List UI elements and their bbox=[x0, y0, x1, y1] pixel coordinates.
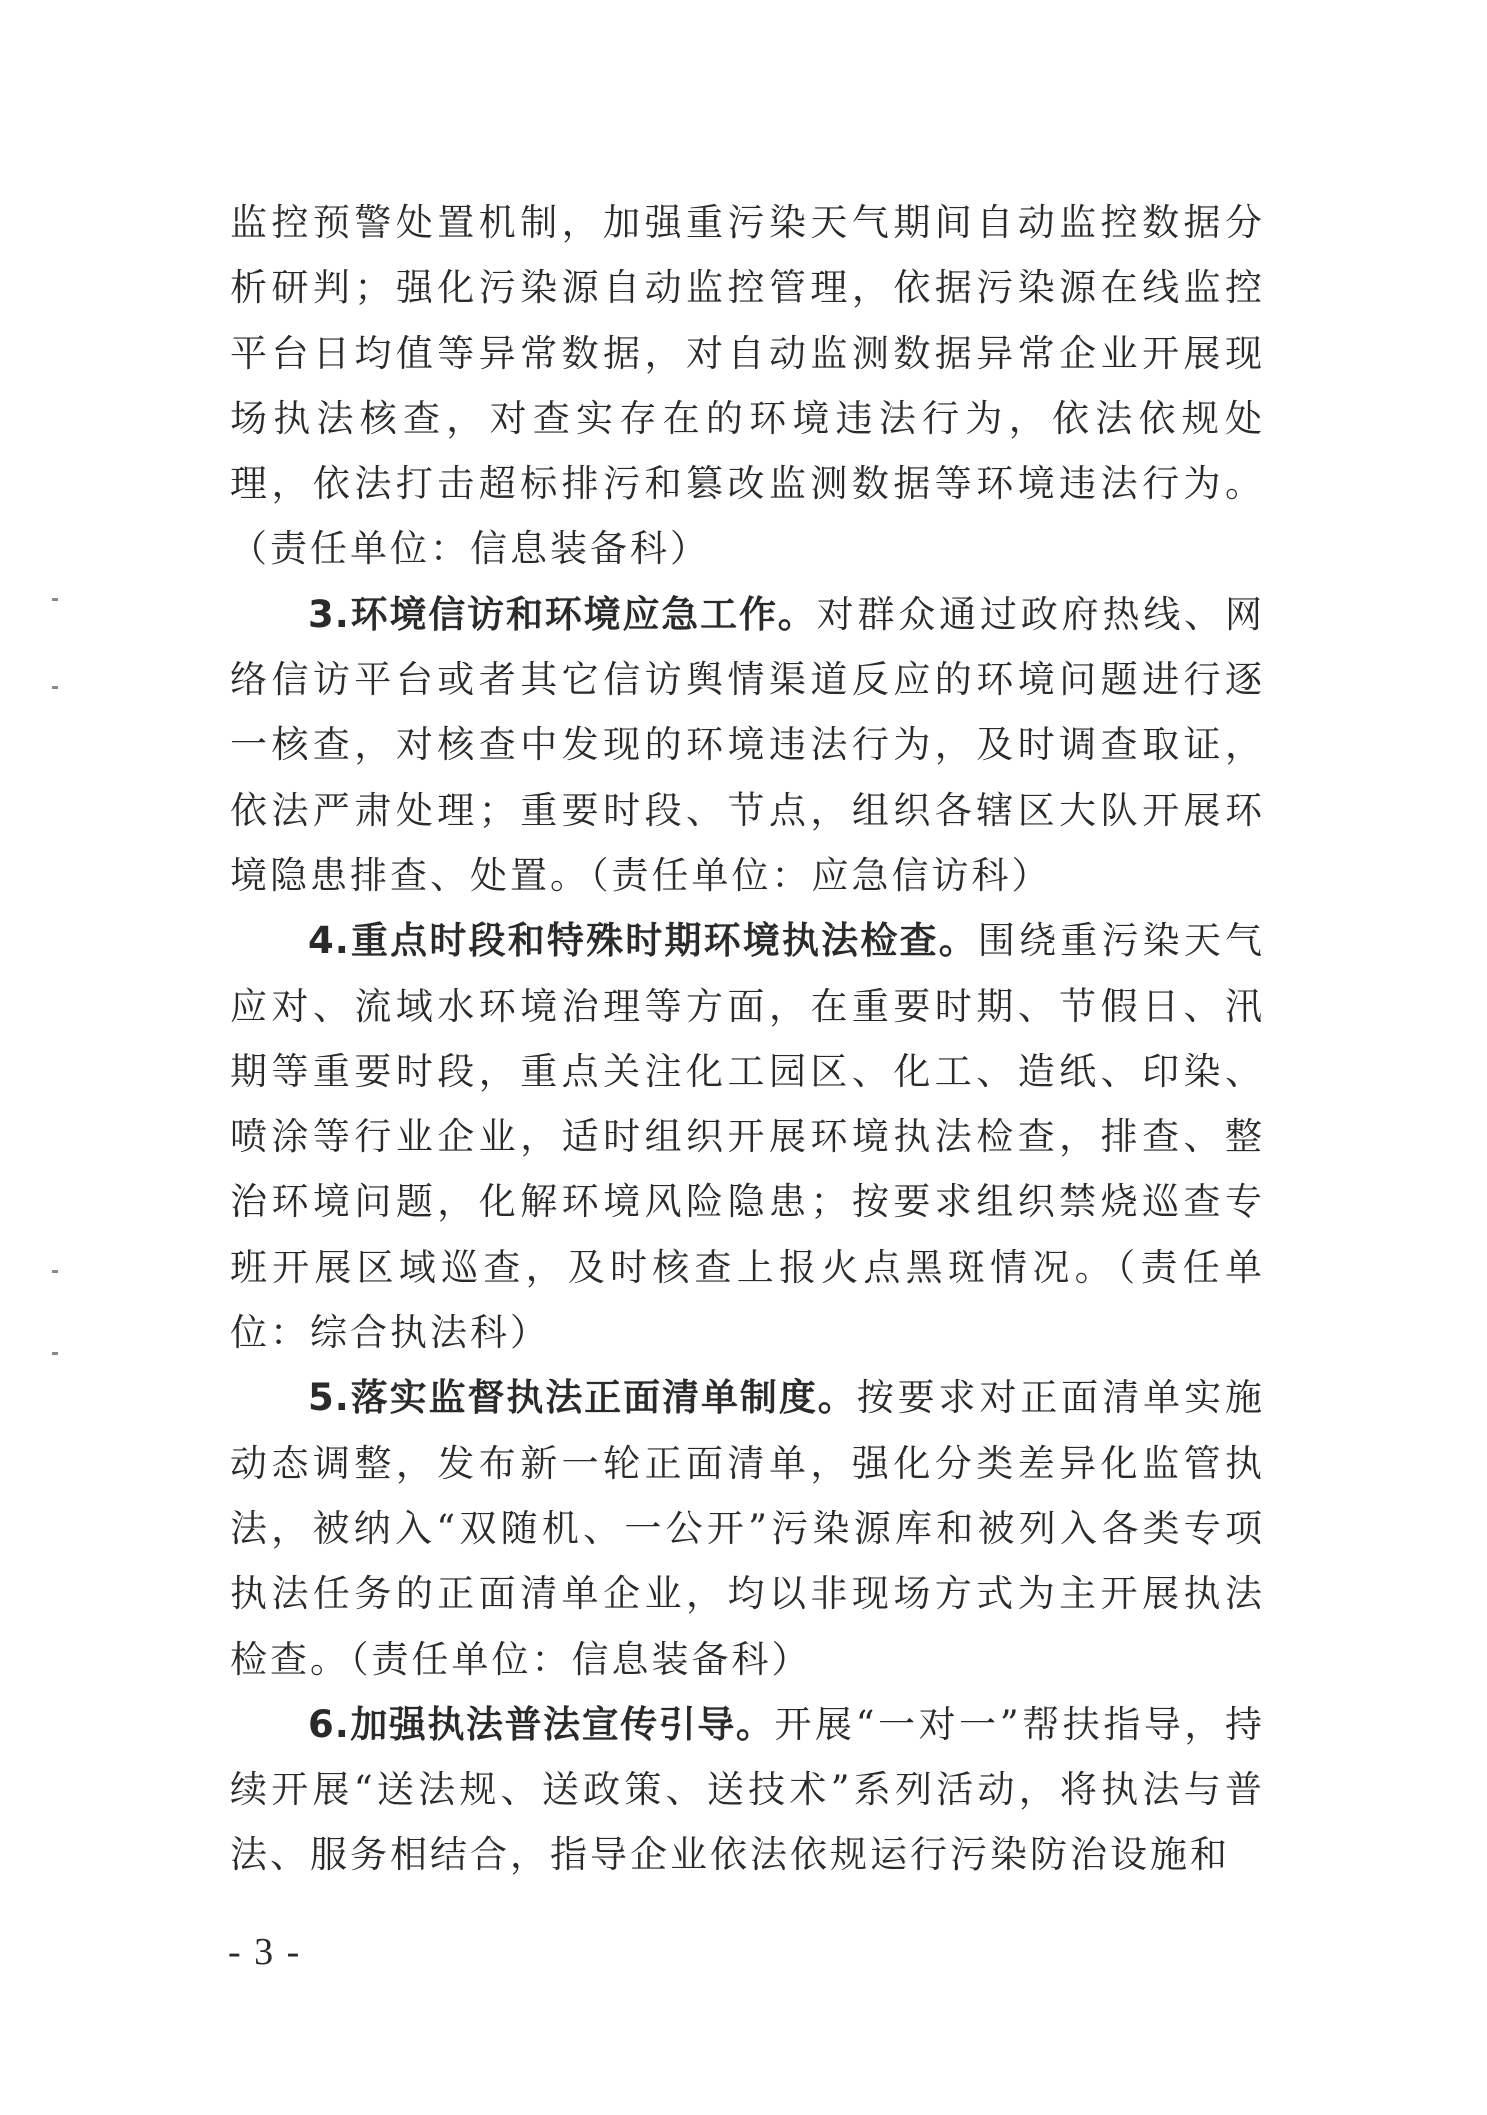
paragraph-heading: 5.落实监督执法正面清单制度。 bbox=[308, 1376, 857, 1420]
paragraph-continued bbox=[230, 190, 1265, 582]
paragraph-text: 监控预警处置机制，加强重污染天气期间自动监控数据分析研判；强化污染源自动监控管理，依据污染源在线监控平台日均值等异常数据，对自动监测数据异常企业开展现场执法核查，对查实存在的环境违法行为，依法依规处理，依法打击超标排污和篡改监测数据等环境违法行为。（责任单位：信息装备科） bbox=[230, 201, 1265, 571]
paragraph-text: 开展“一对一”帮扶指导，持续开展“送法规、送政策、送技术”系列活动，将执法与普法、服务相结合，指导企业依法依规运行污染防治设施和 bbox=[230, 1702, 1265, 1877]
paragraph-text: 对群众通过政府热线、网络信访平台或者其它信访舆情渠道反应的环境问题进行逐一核查，对核查中发现的环境违法行为，及时调查取证，依法严肃处理；重要时段、节点，组织各辖区大队开展环境隐患排查、处置。（责任单位：应急信访科） bbox=[230, 592, 1265, 897]
paragraph-item-4 bbox=[230, 908, 1265, 1365]
paragraph-heading: 3.环境信访和环境应急工作。 bbox=[308, 592, 817, 636]
paragraph-item-6 bbox=[230, 1692, 1265, 1888]
paragraph-item-5 bbox=[230, 1365, 1265, 1691]
scan-margin-mark bbox=[52, 598, 58, 601]
paragraph-text: 围绕重污染天气应对、流域水环境治理等方面，在重要时期、节假日、汛期等重要时段，重点关注化工园区、化工、造纸、印染、喷涂等行业企业，适时组织开展环境执法检查，排查、整治环境问题，化解环境风险隐患；按要求组织禁烧巡查专班开展区域巡查，及时核查上报火点黑斑情况。（责任单位：综合执法科） bbox=[230, 919, 1265, 1355]
paragraph-item-3 bbox=[230, 582, 1265, 908]
paragraph-text: 按要求对正面清单实施动态调整，发布新一轮正面清单，强化分类差异化监管执法，被纳入“双随机、一公开”污染源库和被列入各类专项执法任务的正面清单企业，均以非现场方式为主开展执法检查。（责任单位：信息装备科） bbox=[230, 1376, 1265, 1681]
document-body bbox=[230, 190, 1265, 1888]
scan-margin-mark bbox=[52, 1270, 58, 1273]
paragraph-heading: 4.重点时段和特殊时期环境执法检查。 bbox=[308, 919, 978, 963]
scan-margin-mark bbox=[52, 686, 58, 689]
page-number: - 3 - bbox=[228, 1931, 302, 1973]
paragraph-heading: 6.加强执法普法宣传引导。 bbox=[308, 1702, 775, 1746]
scan-margin-mark bbox=[52, 1352, 58, 1355]
